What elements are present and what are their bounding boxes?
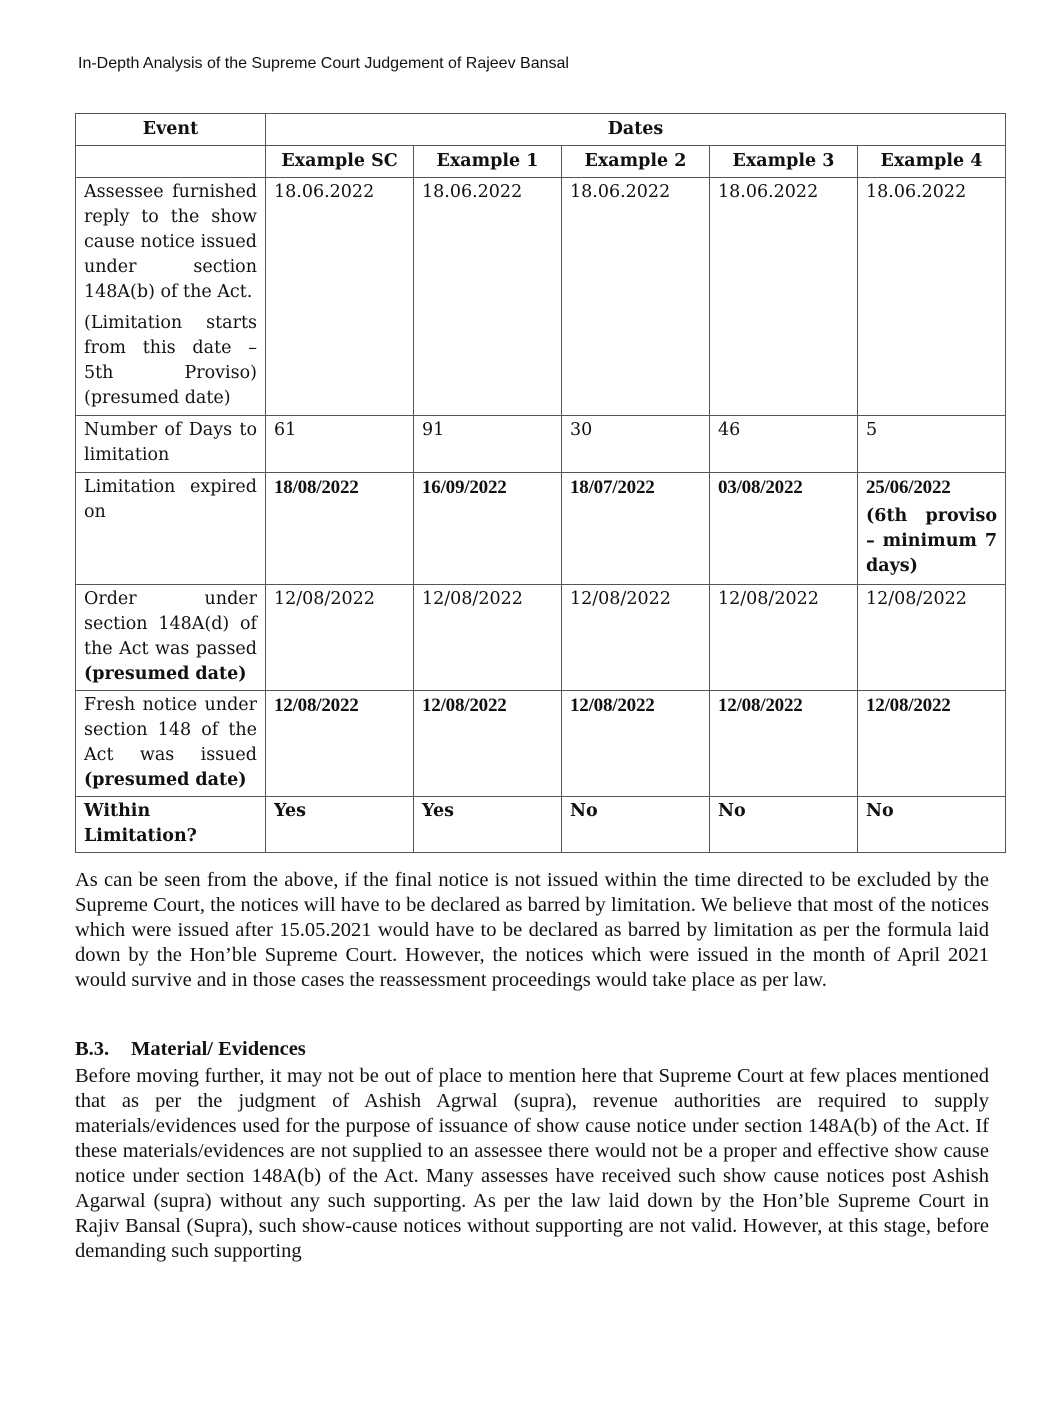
event-cell: Number of Days to limitation — [76, 416, 266, 473]
value-cell: 16/09/2022 — [414, 473, 562, 585]
paragraph-conclusion: As can be seen from the above, if the final notice is not issued within the time directed to be excluded by the Supreme Court, the notices will have to be declared as barred by limitation. We believe that most of the notices which were issued after 15.05.2021 would have to be declared as barred by limitation as per the formula laid down by the Hon’ble Supreme Court. However, the notices which were issued in the month of April 2021 would survive and in those cases the reassessment proceedings would take place as per law. — [75, 869, 989, 991]
table-header-row — [76, 114, 1006, 146]
event-header: Event — [76, 114, 266, 146]
value-cell: 18.06.2022 — [710, 178, 858, 416]
value-cell: 12/08/2022 — [858, 691, 1006, 797]
section-heading — [75, 1038, 306, 1061]
table-row — [76, 416, 1006, 473]
column-header: Example 3 — [710, 146, 858, 178]
table-row — [76, 178, 1006, 416]
value-cell: 12/08/2022 — [414, 691, 562, 797]
limitation-table — [75, 113, 1006, 853]
value-cell: 5 — [858, 416, 1006, 473]
value-cell: Yes — [266, 797, 414, 853]
column-header: Example 4 — [858, 146, 1006, 178]
table-row — [76, 473, 1006, 585]
value-cell: 61 — [266, 416, 414, 473]
section-title: Material/ Evidences — [131, 1038, 306, 1060]
event-cell: Order under section 148A(d) of the Act was passed (presumed date) — [76, 585, 266, 691]
paragraph-material-evidences: Before moving further, it may not be out of place to mention here that Supreme Court at few places mentioned that as per the judgment of Ashish Agrwal (supra), revenue authorities are required to supply materials/evidences used for the purpose of issuance of show cause notice under section 148A(b) of the Act. If these materials/evidences are not supplied to an assessee there would not be a proper and effective show cause notice under section 148A(b) of the Act. Many assesses have received such show cause notices post Ashish Agarwal (supra) without any such supporting. As per the law laid down by the Hon’ble Supreme Court in Rajiv Bansal (Supra), such show-cause notices without supporting are not valid. However, at this stage, before demanding such supporting — [75, 1065, 989, 1262]
table-row — [76, 585, 1006, 691]
value-cell: 18.06.2022 — [266, 178, 414, 416]
section-number: B.3. — [75, 1038, 110, 1060]
value-cell: No — [562, 797, 710, 853]
value-cell: 12/08/2022 — [562, 585, 710, 691]
value-cell: No — [858, 797, 1006, 853]
value-cell: Yes — [414, 797, 562, 853]
value-cell: 12/08/2022 — [858, 585, 1006, 691]
proviso-note: (6th proviso – minimum 7 days) — [866, 506, 997, 576]
running-header: In-Depth Analysis of the Supreme Court Judgement of Rajeev Bansal — [78, 55, 569, 72]
value-cell: 12/08/2022 — [266, 691, 414, 797]
value-cell: No — [710, 797, 858, 853]
column-header: Example 2 — [562, 146, 710, 178]
event-cell: Fresh notice under section 148 of the Act was issued (presumed date) — [76, 691, 266, 797]
value-cell: 03/08/2022 — [710, 473, 858, 585]
value-cell: 12/08/2022 — [414, 585, 562, 691]
dates-header: Dates — [266, 114, 1006, 146]
value-cell: 18.06.2022 — [562, 178, 710, 416]
column-header: Example SC — [266, 146, 414, 178]
value-cell: 12/08/2022 — [562, 691, 710, 797]
value-cell: 12/08/2022 — [710, 585, 858, 691]
value-cell: 18.06.2022 — [414, 178, 562, 416]
event-cell: Limitation expired on — [76, 473, 266, 585]
event-cell: Within Limitation? — [76, 797, 266, 853]
event-cell: Assessee furnished reply to the show cause notice issued under section 148A(b) of the Act. (Limitation starts from this date – 5th Proviso) (presumed date) — [76, 178, 266, 416]
value-cell: 12/08/2022 — [710, 691, 858, 797]
table-subheader-row — [76, 146, 1006, 178]
table-row — [76, 691, 1006, 797]
column-header: Example 1 — [414, 146, 562, 178]
value-cell: 12/08/2022 — [266, 585, 414, 691]
value-cell: 18.06.2022 — [858, 178, 1006, 416]
value-cell: 30 — [562, 416, 710, 473]
value-cell: 91 — [414, 416, 562, 473]
value-cell: 46 — [710, 416, 858, 473]
value-cell: 25/06/2022 (6th proviso – minimum 7 days) — [858, 473, 1006, 585]
value-cell: 18/07/2022 — [562, 473, 710, 585]
table-row — [76, 797, 1006, 853]
value-cell: 18/08/2022 — [266, 473, 414, 585]
